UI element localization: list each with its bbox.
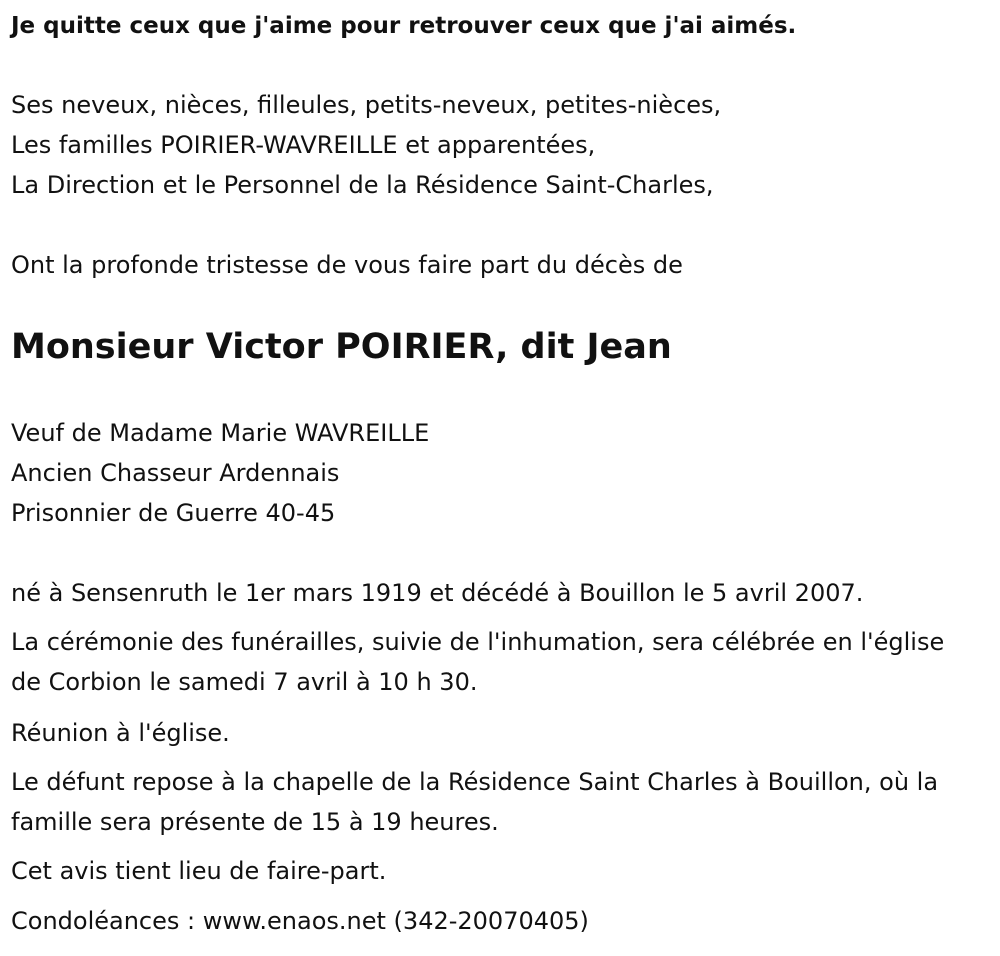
announcement-text: Ont la profonde tristesse de vous faire part du décès de [11,251,683,279]
detail-chasseur: Ancien Chasseur Ardennais [11,459,340,487]
condolences-text: Condoléances : www.enaos.net (342-20070405) [11,907,589,935]
rest-place-text: Le défunt repose à la chapelle de la Résidence Saint Charles à Bouillon, où la famille sera présente de 15 à 19 heures. [11,768,939,836]
faire-part-text: Cet avis tient lieu de faire-part. [11,857,387,885]
epigraph: Je quitte ceux que j'aime pour retrouver ceux que j'ai aimés. [11,13,797,39]
ceremony-text: La cérémonie des funérailles, suivie de l'inhumation, sera célébrée en l'église de Corbion le samedi 7 avril à 10 h 30. [11,628,945,696]
meeting-text: Réunion à l'église. [11,719,230,747]
birth-death-text: né à Sensenruth le 1er mars 1919 et décédé à Bouillon le 5 avril 2007. [11,579,864,607]
deceased-name: Monsieur Victor POIRIER, dit Jean [11,327,672,367]
detail-prisoner: Prisonnier de Guerre 40-45 [11,499,336,527]
family-line-residence: La Direction et le Personnel de la Résidence Saint-Charles, [11,171,714,199]
family-line-nephews: Ses neveux, nièces, filleules, petits-neveux, petites-nièces, [11,91,722,119]
detail-widower: Veuf de Madame Marie WAVREILLE [11,419,430,447]
family-line-families: Les familles POIRIER-WAVREILLE et apparentées, [11,131,596,159]
